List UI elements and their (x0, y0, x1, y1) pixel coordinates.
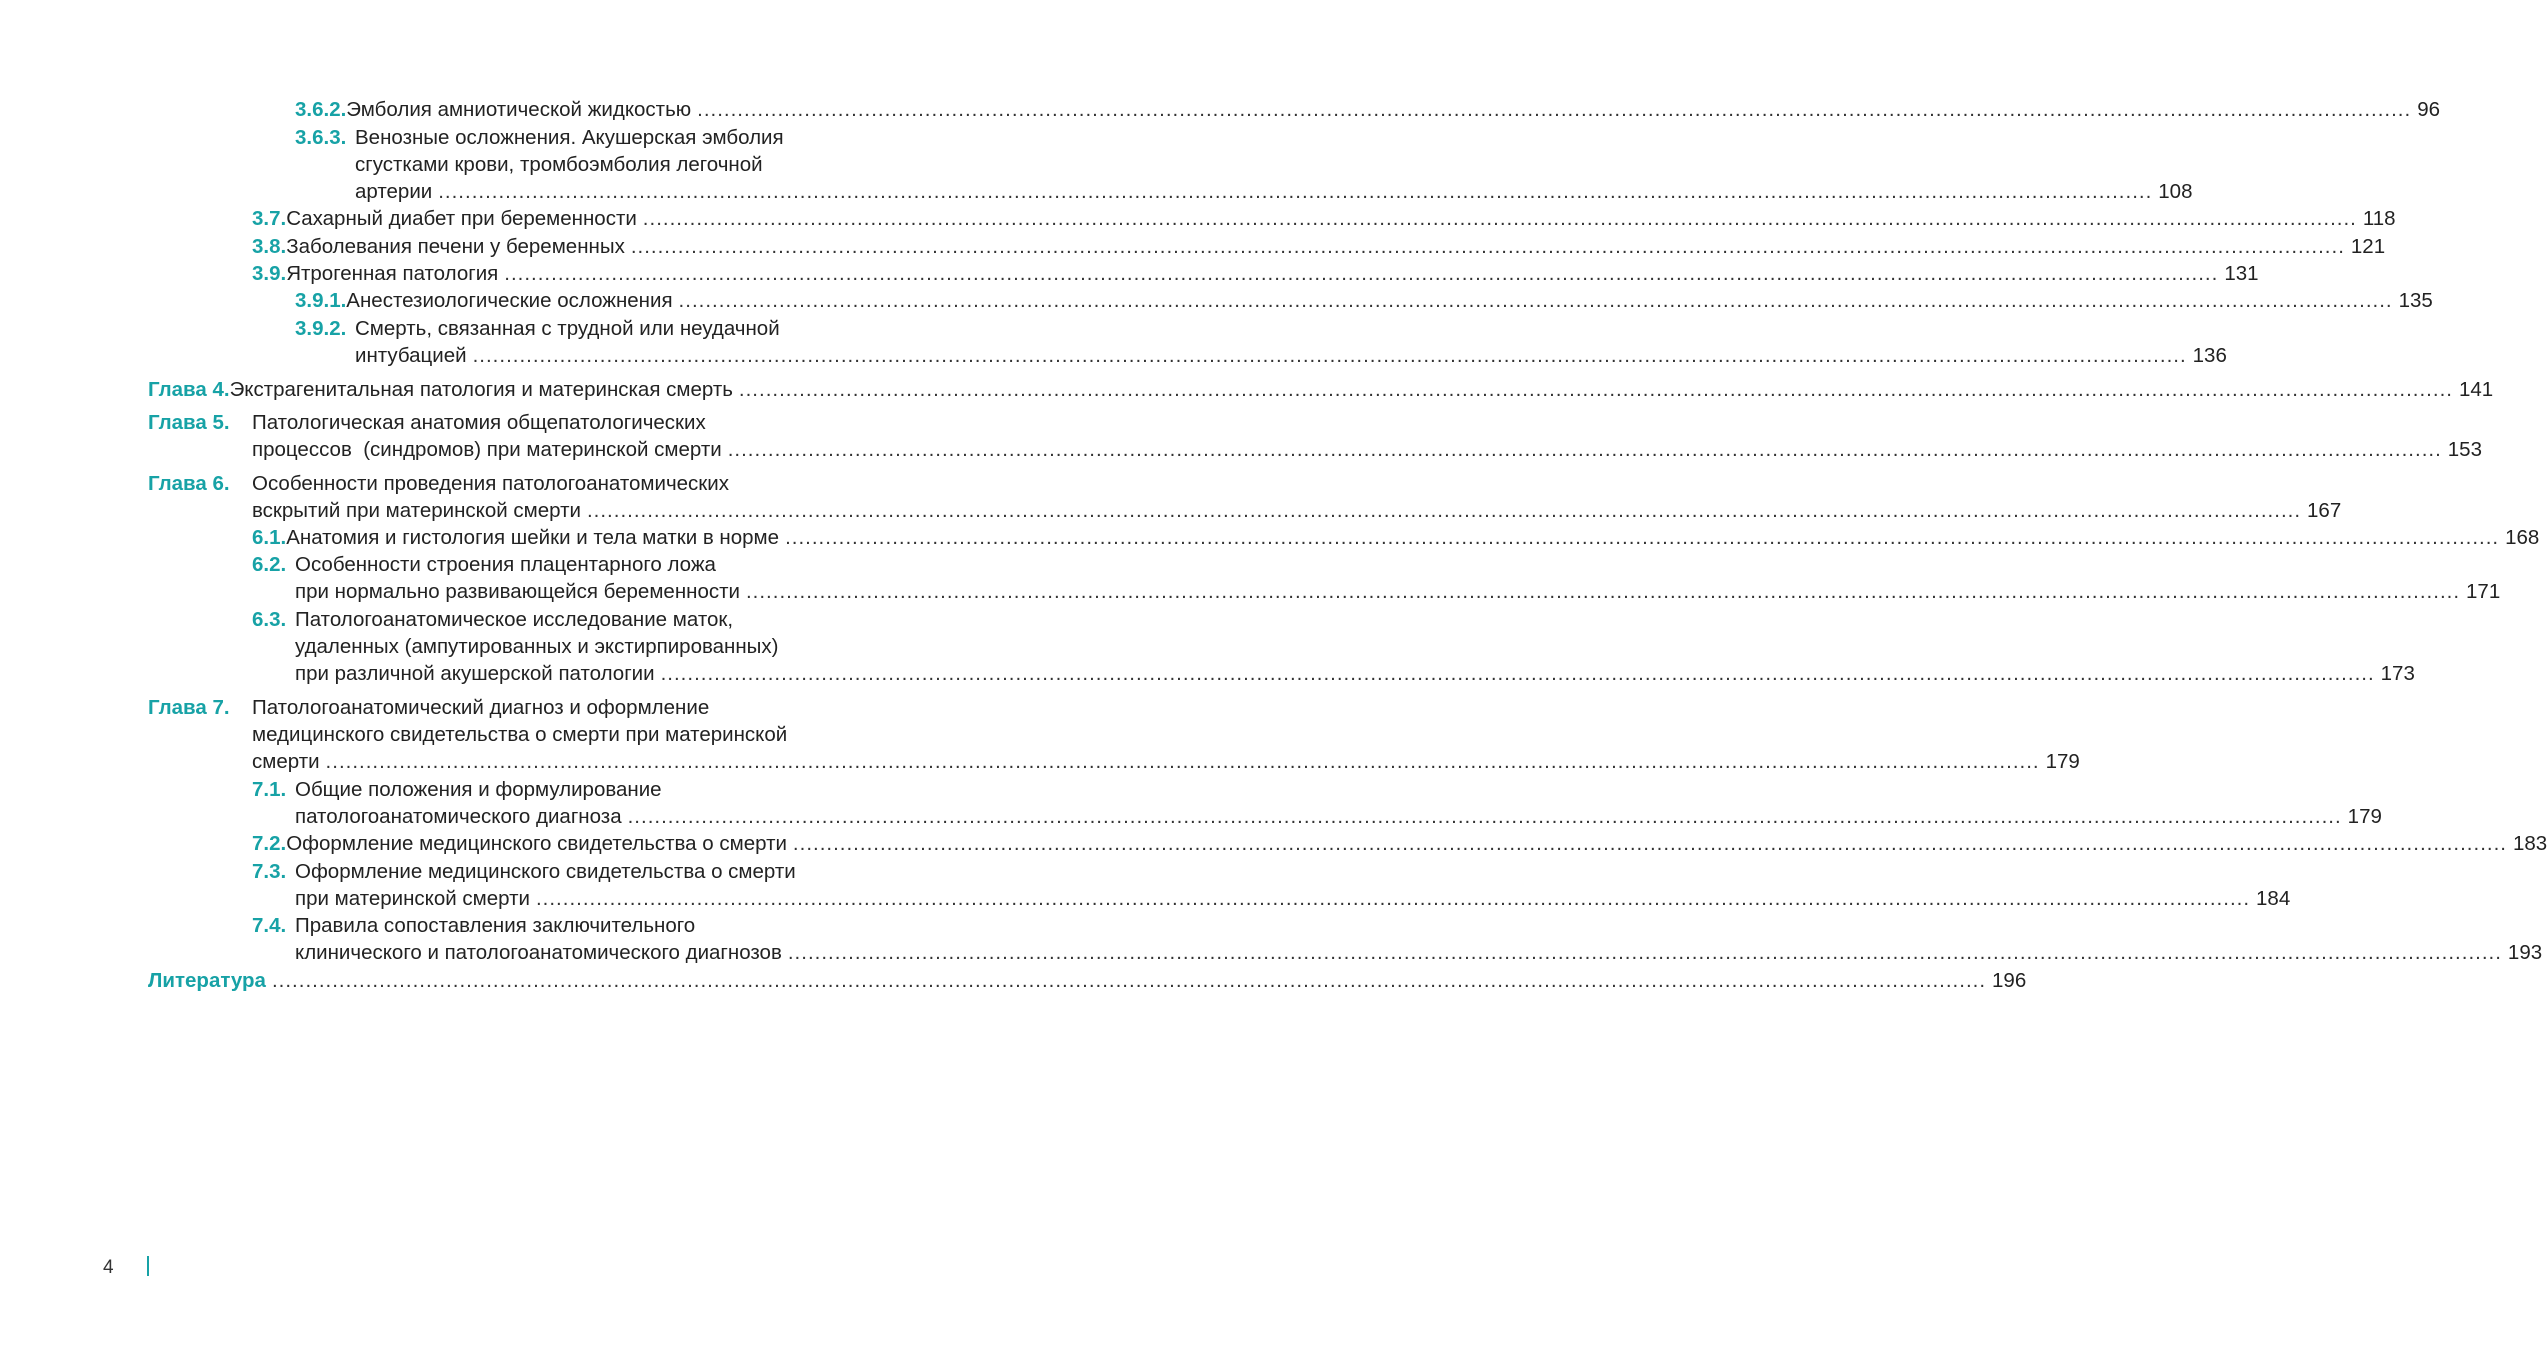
toc-literature-label: Литература (148, 969, 266, 992)
toc-entry-6-1[interactable] (252, 524, 2540, 552)
toc-title: Патологическая анатомия общепатологических (252, 411, 706, 434)
toc-entry-7-4[interactable] (252, 912, 890, 940)
toc-title: Венозные осложнения. Акушерская эмболия (355, 126, 784, 149)
toc-title: Эмболия амниотической жидкостью (346, 98, 692, 121)
leader-dots (643, 205, 2357, 233)
leader-dots (697, 96, 2411, 124)
toc-entry-continuation (252, 497, 2342, 525)
toc-title: клинического и патологоанатомического диагнозов (295, 941, 782, 964)
toc-title: Анатомия и гистология шейки и тела матки в норме (286, 526, 780, 549)
leader-dots (504, 260, 2218, 288)
toc-page: 131 (2224, 262, 2259, 285)
toc-title: процессов (синдромов) при материнской смерти (252, 438, 722, 461)
toc-title: Особенности проведения патологоанатомических (252, 472, 729, 495)
toc-entry-6-3[interactable] (252, 606, 890, 634)
toc-page: 184 (2256, 887, 2291, 910)
toc-number: 7.3. (252, 860, 287, 883)
toc-title: Оформление медицинского свидетельства о смерти (295, 860, 796, 883)
toc-entry-6-2[interactable] (252, 551, 890, 579)
leader-dots (728, 436, 2442, 464)
toc-title: патологоанатомического диагноза (295, 805, 622, 828)
leader-dots (536, 885, 2250, 913)
toc-entry-3-8[interactable] (252, 233, 2386, 261)
toc-title: Общие положения и формулирование (295, 778, 662, 801)
leader-dots (793, 830, 2507, 858)
leader-dots (788, 939, 2502, 967)
toc-page: 96 (2417, 98, 2440, 121)
leader-dots (746, 578, 2460, 606)
toc-title: интубацией (355, 344, 467, 367)
toc-page: 179 (2045, 750, 2080, 773)
toc-page: 183 (2512, 832, 2547, 855)
toc-title: Правила сопоставления заключительного (295, 914, 696, 937)
toc-number: 3.6.3. (295, 126, 347, 149)
toc-chapter-7[interactable] (148, 694, 890, 722)
toc-title: Заболевания печени у беременных (286, 235, 625, 258)
toc-entry-continuation (295, 803, 2382, 831)
toc-entry-3-6-2[interactable] (295, 96, 2440, 124)
toc-number: 7.1. (252, 778, 287, 801)
toc-title: Оформление медицинского свидетельства о смерти (286, 832, 787, 855)
toc-title: Сахарный диабет при беременности (286, 207, 637, 230)
toc-number: Глава 7. (148, 696, 230, 719)
toc-page: 173 (2380, 662, 2415, 685)
toc-chapter-6[interactable] (148, 470, 890, 498)
toc-entry-3-7[interactable] (252, 205, 2396, 233)
toc-page: 171 (2466, 580, 2501, 603)
toc-page: 141 (2458, 378, 2494, 401)
leader-dots (438, 178, 2152, 206)
toc-entry-continuation (355, 342, 2227, 370)
toc-title: при различной акушерской патологии (295, 662, 655, 685)
toc-entry-continuation (252, 748, 2080, 776)
toc-page: 118 (2362, 207, 2396, 230)
toc-title: Особенности строения плацентарного ложа (295, 553, 716, 576)
toc-page: 121 (2350, 235, 2386, 258)
toc-number: 3.7. (252, 207, 287, 230)
toc-entry-continuation (355, 151, 890, 179)
toc-entry-7-2[interactable] (252, 830, 2547, 858)
leader-dots (679, 287, 2393, 315)
toc-title: Патологоанатомический диагноз и оформление (252, 696, 710, 719)
toc-entry-continuation (252, 436, 2482, 464)
leader-dots (628, 803, 2342, 831)
toc-number: Глава 5. (148, 411, 230, 434)
toc-title: смерти (252, 750, 320, 773)
toc-page: 153 (2447, 438, 2482, 461)
toc-entry-continuation (295, 633, 890, 661)
toc-page: 108 (2158, 180, 2193, 203)
toc-page: 179 (2347, 805, 2382, 828)
toc-number: Глава 6. (148, 472, 230, 495)
leader-dots (473, 342, 2187, 370)
toc-entry-7-1[interactable] (252, 776, 890, 804)
toc-title: вскрытий при материнской смерти (252, 499, 581, 522)
leader-dots (587, 497, 2301, 525)
toc-page: 168 (2505, 526, 2540, 549)
toc-title: Анестезиологические осложнения (346, 289, 673, 312)
toc-page: 167 (2307, 499, 2342, 522)
toc-entry-7-3[interactable] (252, 858, 890, 886)
toc-entry-3-9-2[interactable] (295, 315, 890, 343)
toc-page: 135 (2398, 289, 2433, 312)
toc-entry-3-9[interactable] (252, 260, 2259, 288)
toc-number: 3.9.1. (295, 289, 347, 312)
toc-page: 196 (1992, 969, 2027, 992)
toc-page: 136 (2192, 344, 2227, 367)
toc-entry-continuation (295, 939, 2543, 967)
leader-dots (631, 233, 2345, 261)
toc-number: 6.3. (252, 608, 287, 631)
toc-number: 6.2. (252, 553, 287, 576)
toc-literature[interactable] (148, 967, 2027, 995)
toc-title: Смерть, связанная с трудной или неудачной (355, 317, 780, 340)
leader-dots (272, 967, 1986, 995)
toc-title: Патологоанатомическое исследование маток, (295, 608, 734, 631)
toc-title: при нормально развивающейся беременности (295, 580, 740, 603)
toc-title: артерии (355, 180, 433, 203)
toc-page: 193 (2507, 941, 2543, 964)
toc-chapter-5[interactable] (148, 409, 890, 437)
leader-dots (739, 376, 2453, 404)
footer-divider (147, 1256, 149, 1276)
toc-title: медицинского свидетельства о смерти при материнской (252, 723, 788, 746)
toc-entry-continuation (355, 178, 2193, 206)
leader-dots (661, 660, 2375, 688)
toc-entry-continuation (252, 721, 890, 749)
toc-number: 3.8. (252, 235, 287, 258)
toc-title: сгустками крови, тромбоэмболия легочной (355, 153, 763, 176)
toc-number: 7.2. (252, 832, 287, 855)
toc-title: Экстрагенитальная патология и материнская смерть (229, 378, 733, 401)
toc-number: 3.9.2. (295, 317, 347, 340)
toc-number: 6.1. (252, 526, 287, 549)
toc-chapter-4[interactable] (148, 376, 2494, 404)
toc-entry-continuation (295, 578, 2501, 606)
toc-title: Ятрогенная патология (286, 262, 499, 285)
leader-dots (326, 748, 2040, 776)
toc-number: Глава 4. (148, 378, 230, 401)
leader-dots (785, 524, 2499, 552)
toc-number: 3.6.2. (295, 98, 347, 121)
toc-entry-continuation (295, 885, 2291, 913)
toc-number: 3.9. (252, 262, 287, 285)
toc-entry-3-6-3[interactable] (295, 124, 890, 152)
toc-title: удаленных (ампутированных и экстирпированных) (295, 635, 779, 658)
toc-entry-3-9-1[interactable] (295, 287, 2433, 315)
toc-entry-continuation (295, 660, 2415, 688)
toc-title: при материнской смерти (295, 887, 530, 910)
toc-number: 7.4. (252, 914, 287, 937)
page-number: 4 (103, 1257, 114, 1278)
